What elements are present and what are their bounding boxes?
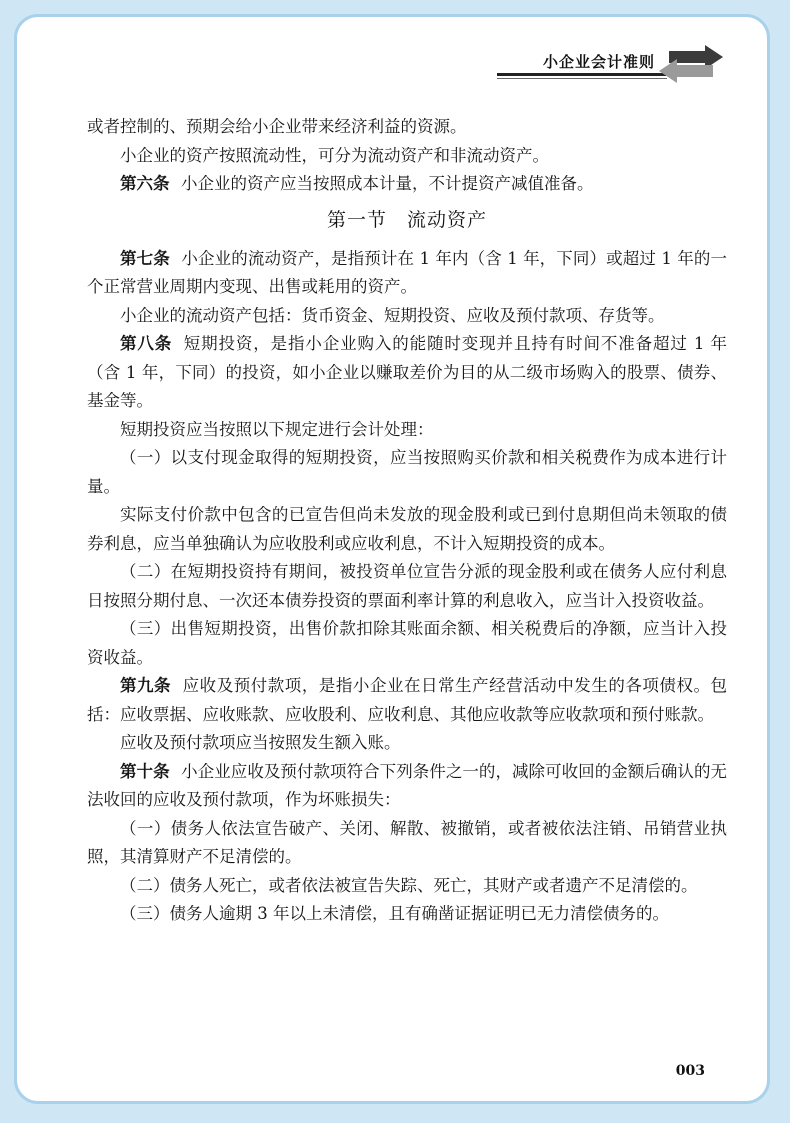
document-page: [14, 14, 770, 1104]
article-label: 第九条: [120, 676, 172, 695]
section-title: 第一节 流动资产: [326, 208, 487, 231]
article-text: 短期投资，是指小企业购入的能随时变现并且持有时间不准备超过 1 年（含 1 年，下同）的投资，如小企业以赚取差价为目的从二级市场购入的股票、债券、基金等。: [87, 334, 728, 410]
header-rule: [497, 73, 667, 76]
paragraph: （二）债务人死亡，或者依法被宣告失踪、死亡，其财产或者遗产不足清偿的。: [120, 875, 698, 895]
article-paragraph: [87, 170, 727, 199]
article-text: 小企业应收及预付款项符合下列条件之一的，减除可收回的金额后确认的无法收回的应收及预付款项，作为坏账损失：: [87, 761, 728, 809]
article-paragraph: [87, 330, 727, 416]
paragraph: （二）在短期投资持有期间，被投资单位宣告分派的现金股利或在债务人应付利息日按照分期付息、一次还本债券投资的票面利率计算的利息收入，应当计入投资收益。: [87, 562, 727, 610]
book-title: 小企业会计准则: [542, 53, 655, 71]
header-rule-thin: [497, 78, 667, 79]
article-paragraph: [87, 758, 727, 815]
article-paragraph: [87, 245, 727, 302]
paragraph: 短期投资应当按照以下规定进行会计处理：: [120, 419, 434, 439]
page-number: 003: [675, 1063, 705, 1079]
article-label: 第六条: [120, 174, 170, 193]
article-text: 应收及预付款项，是指小企业在日常生产经营活动中发生的各项债权。包括：应收票据、应收账款、应收股利、应收利息、其他应收款等应收款项和预付账款。: [87, 676, 728, 724]
paragraph: （一）以支付现金取得的短期投资，应当按照购买价款和相关税费作为成本进行计量。: [87, 448, 727, 496]
article-text: 小企业的流动资产，是指预计在 1 年内（含 1 年，下同）或超过 1 年的一个正常营业周期内变现、出售或耗用的资产。: [87, 248, 728, 296]
page-body: [87, 113, 727, 929]
paragraph: 应收及预付款项应当按照发生额入账。: [120, 733, 401, 752]
paragraph: 或者控制的、预期会给小企业带来经济利益的资源。: [87, 117, 467, 136]
article-paragraph: [87, 672, 727, 729]
paragraph: （三）出售短期投资，出售价款扣除其账面余额、相关税费后的净额，应当计入投资收益。: [87, 619, 727, 667]
article-label: 第十条: [120, 761, 170, 781]
article-label: 第八条: [120, 334, 173, 353]
double-arrow-icon: [655, 43, 727, 83]
paragraph: 小企业的流动资产包括：货币资金、短期投资、应收及预付款项、存货等。: [120, 305, 665, 325]
paragraph: （三）债务人逾期 3 年以上未清偿，且有确凿证据证明已无力清偿债务的。: [120, 904, 669, 923]
page-header: [17, 17, 767, 95]
paragraph: 小企业的资产按照流动性，可分为流动资产和非流动资产。: [120, 145, 549, 165]
paragraph: （一）债务人依法宣告破产、关闭、解散、被撤销，或者被依法注销、吊销营业执照，其清算财产不足清偿的。: [87, 818, 727, 866]
paragraph: 实际支付价款中包含的已宣告但尚未发放的现金股利或已到付息期但尚未领取的债券利息，应当单独确认为应收股利或应收利息，不计入短期投资的成本。: [87, 505, 727, 553]
article-text: 小企业的资产应当按照成本计量，不计提资产减值准备。: [181, 174, 594, 193]
article-label: 第七条: [120, 248, 170, 268]
